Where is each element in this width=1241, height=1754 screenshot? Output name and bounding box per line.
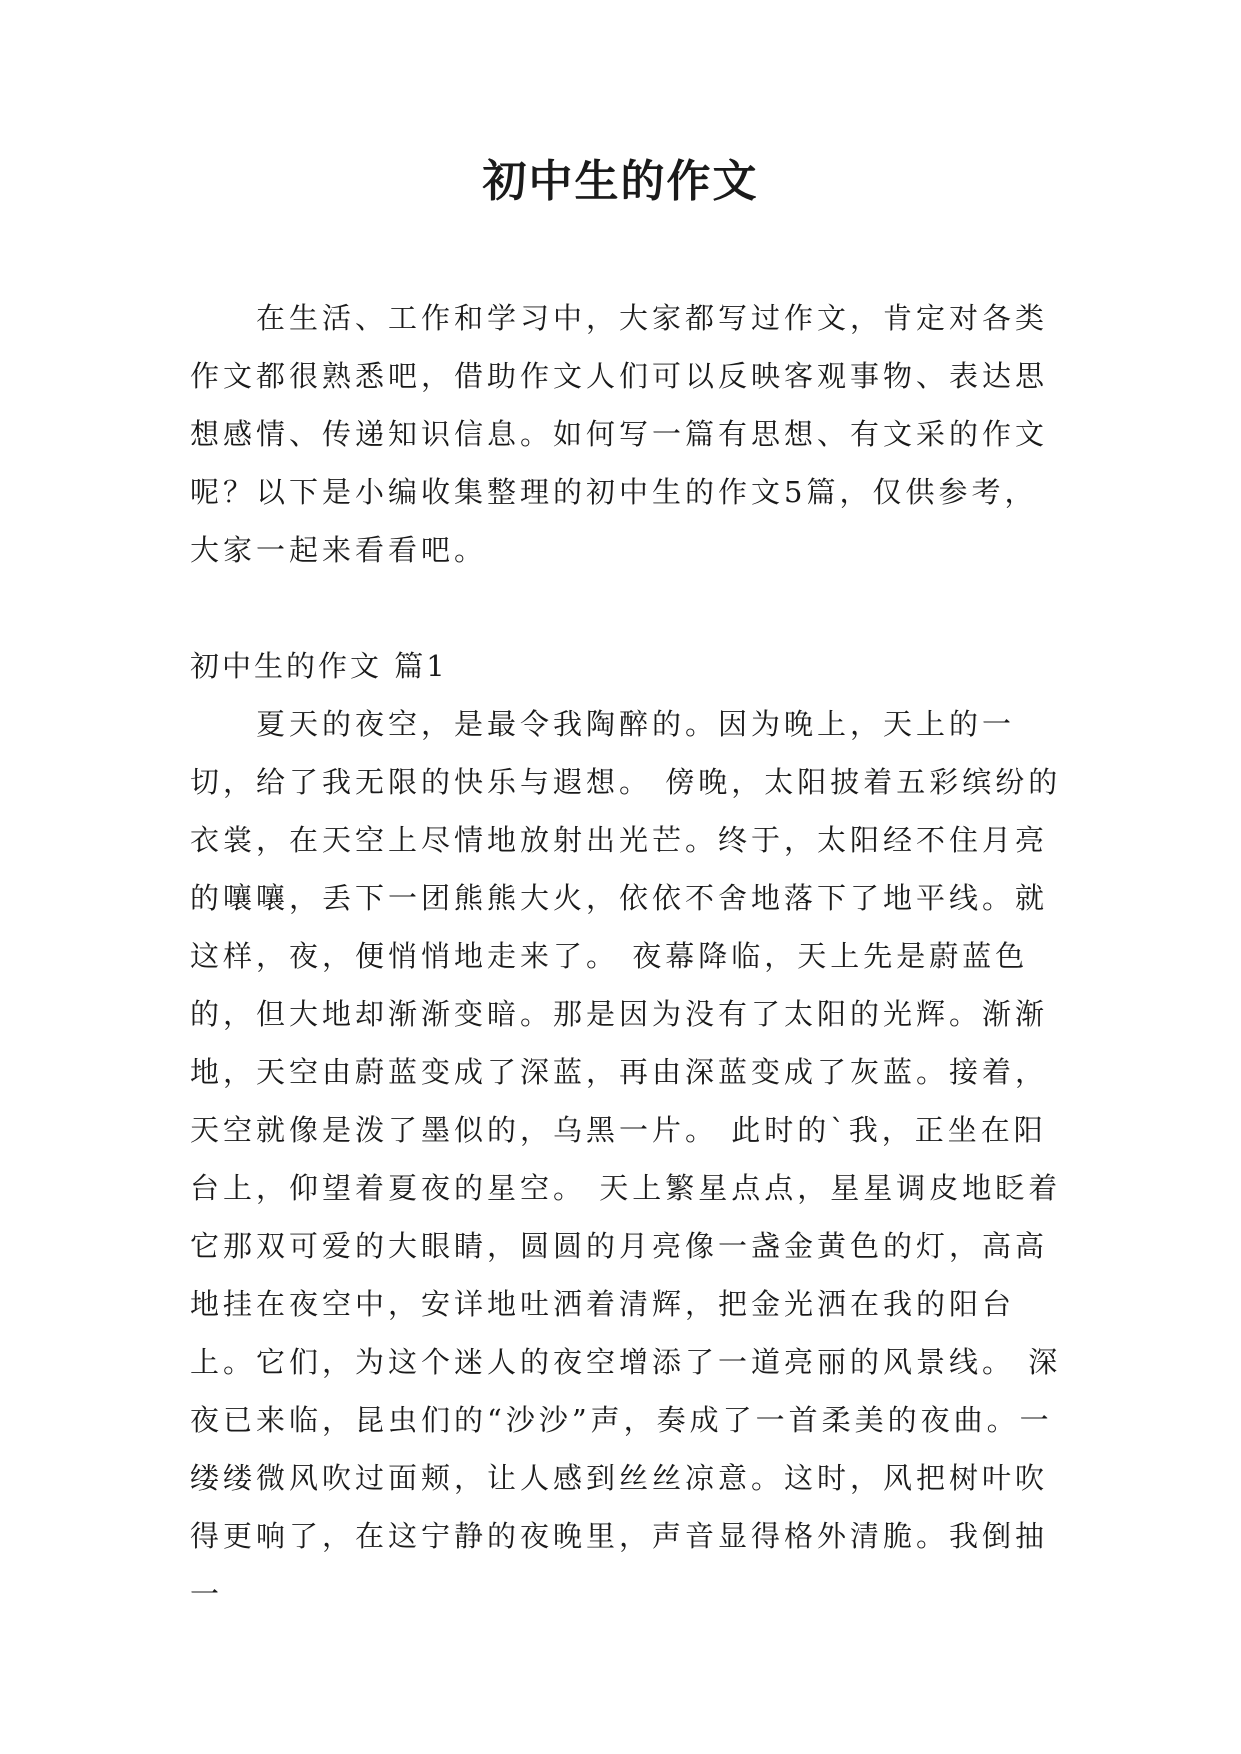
essay-paragraph-1: 夏天的夜空，是最令我陶醉的。因为晚上，天上的一切，给了我无限的快乐与遐想。 傍晚，太阳披着五彩缤纷的衣裳，在天空上尽情地放射出光芒。终于，太阳经不住月亮的嚷嚷，丢下一团熊熊大火，依依不舍地落下了地平线。就这样，夜，便悄悄地走来了。 夜幕降临，天上先是蔚蓝色的，但大地却渐渐变暗。那是因为没有了太阳的光辉。渐渐地，天空由蔚蓝变成了深蓝，再由深蓝变成了灰蓝。接着，天空就像是泼了墨似的，乌黑一片。 此时的`我，正坐在阳台上，仰望着夏夜的星空。 天上繁星点点，星星调皮地眨着它那双可爱的大眼睛，圆圆的月亮像一盏金黄色的灯，高高地挂在夜空中，安详地吐洒着清辉，把金光洒在我的阳台上。它们，为这个迷人的夜空增添了一道亮丽的风景线。 深夜已来临，昆虫们的“沙沙”声，奏成了一首柔美的夜曲。一缕缕微风吹过面颊，让人感到丝丝凉意。这时，风把树叶吹得更响了，在这宁静的夜晚里，声音显得格外清脆。我倒抽一: [190, 707, 1062, 1611]
document-title: 初中生的作文: [482, 156, 759, 207]
intro-paragraph: 在生活、工作和学习中，大家都写过作文，肯定对各类作文都很熟悉吧，借助作文人们可以反映客观事物、表达思想感情、传递知识信息。如何写一篇有思想、有文采的作文呢？以下是小编收集整理的初中生的作文5篇，仅供参考，大家一起来看看吧。: [190, 301, 1049, 567]
section-heading-1: 初中生的作文 篇1: [190, 649, 448, 683]
